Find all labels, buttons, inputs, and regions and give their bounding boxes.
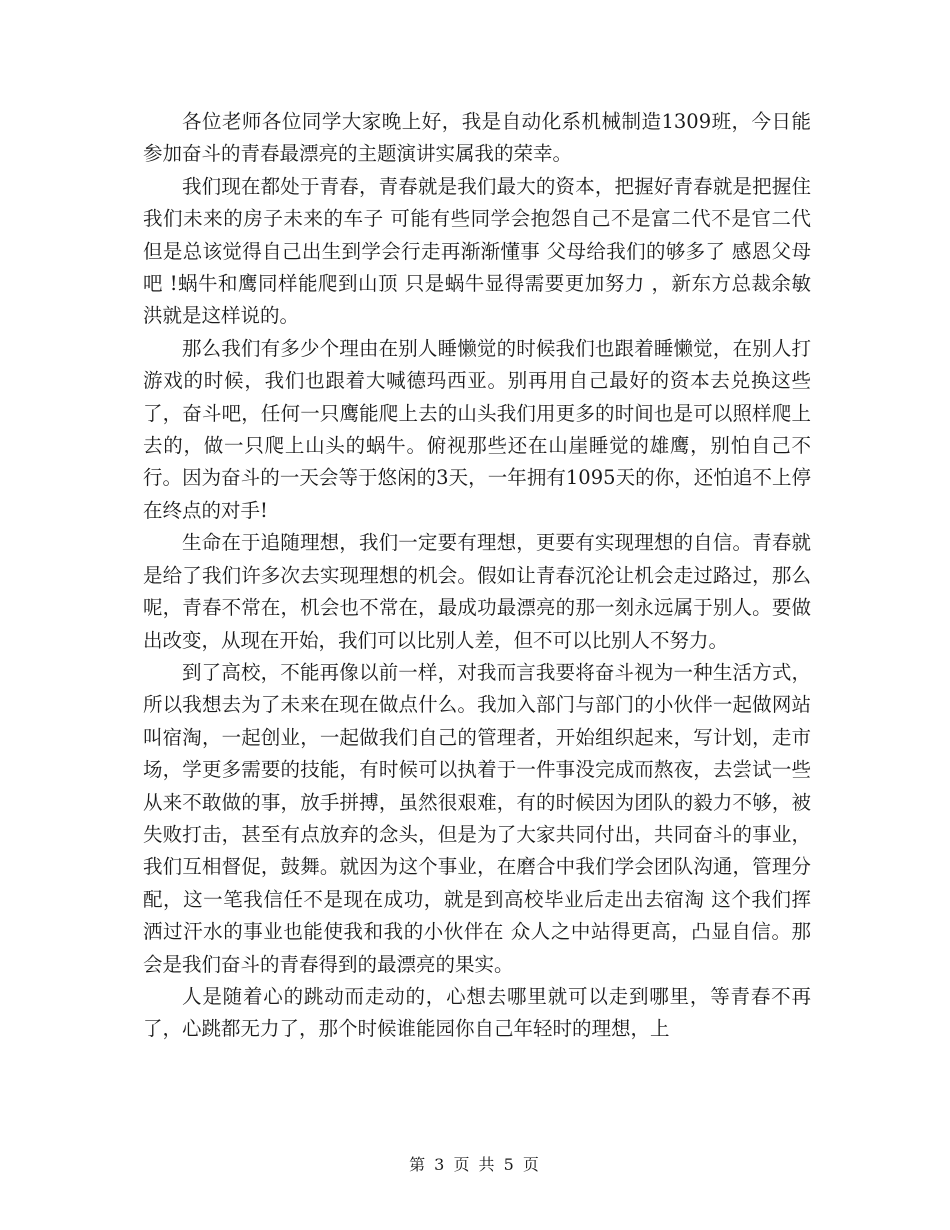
- paragraph-youth-capital: 我们现在都处于青春，青春就是我们最大的资本，把握好青春就是把握住我们未来的房子未来的车子 可能有些同学会抱怨自己不是富二代不是官二代 但是总该觉得自己出生到学会行走再渐渐懂事 父母给我们的够多了 感恩父母吧 !蜗牛和鹰同样能爬到山顶 只是蜗牛显得需要更加努力 ，新东方总裁余敏洪就是这样说的。: [143, 174, 811, 328]
- page-number-footer: 第 3 页 共 5 页: [409, 1155, 541, 1174]
- paragraph-greeting: 各位老师各位同学大家晚上好，我是自动化系机械制造1309班，今日能参加奋斗的青春最漂亮的主题演讲实属我的荣幸。: [143, 110, 811, 166]
- paragraph-ideals: 生命在于追随理想，我们一定要有理想，更要有实现理想的自信。青春就是给了我们许多次去实现理想的机会。假如让青春沉沦让机会走过路过，那么呢，青春不常在，机会也不常在，最成功最漂亮的那一刻永远属于别人。要做出改变，从现在开始，我们可以比别人差，但不可以比别人不努力。: [143, 531, 811, 652]
- paragraph-snail-and-eagle: 那么我们有多少个理由在别人睡懒觉的时候我们也跟着睡懒觉，在别人打游戏的时候，我们也跟着大喊德玛西亚。别再用自己最好的资本去兑换这些了，奋斗吧，任何一只鹰能爬上去的山头我们用更多的时间也是可以照样爬上去的，做一只爬上山头的蜗牛。俯视那些还在山崖睡觉的雄鹰，别怕自己不行。因为奋斗的一天会等于悠闲的3天，一年拥有1095天的你，还怕追不上停在终点的对手!: [143, 336, 811, 522]
- paragraph-university-startup: 到了高校，不能再像以前一样，对我而言我要将奋斗视为一种生活方式，所以我想去为了未来在现在做点什么。我加入部门与部门的小伙伴一起做网站叫宿淘，一起创业，一起做我们自己的管理者，开始组织起来，写计划，走市场，学更多需要的技能，有时候可以执着于一件事没完成而熬夜，去尝试一些从来不敢做的事，放手拼搏，虽然很艰难，有的时候因为团队的毅力不够，被失败打击，甚至有点放弃的念头，但是为了大家共同付出，共同奋斗的事业，我们互相督促，鼓舞。就因为这个事业，在磨合中我们学会团队沟通，管理分配，这一笔我信任不是现在成功，就是到高校毕业后走出去宿淘 这个我们挥洒过汗水的事业也能使我和我的小伙伴在 众人之中站得更高，凸显自信。那会是我们奋斗的青春得到的最漂亮的果实。: [143, 660, 811, 976]
- document-body: [143, 106, 811, 1046]
- paragraph-heartbeat: 人是随着心的跳动而走动的，心想去哪里就可以走到哪里，等青春不再了，心跳都无力了，那个时候谁能园你自己年轻时的理想，上: [143, 984, 811, 1041]
